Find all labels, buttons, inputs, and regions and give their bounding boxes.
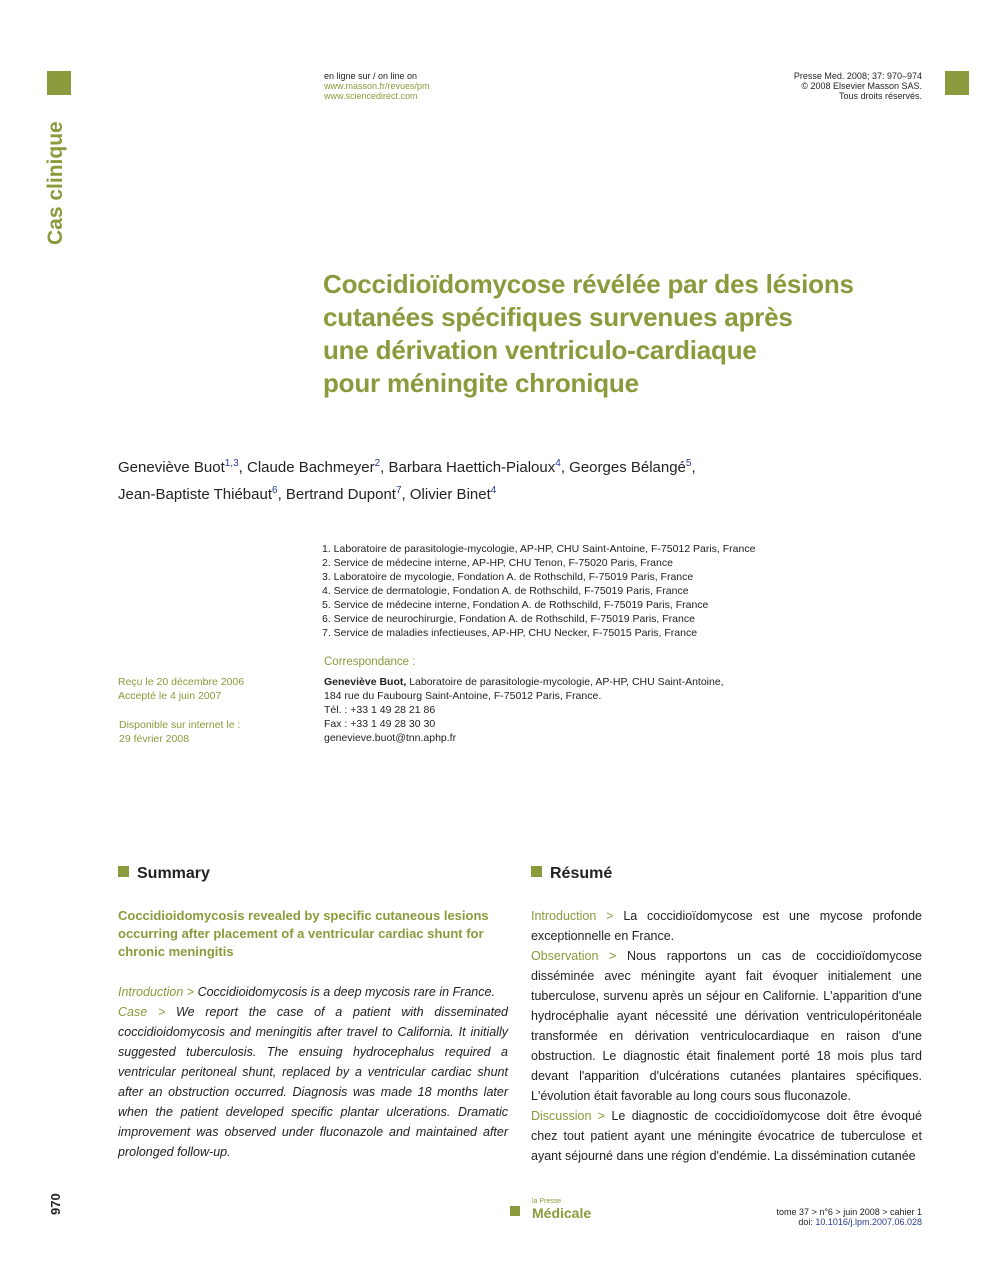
summary-case: We report the case of a patient with disseminated coccidioidomycosis and meningitis after travel to California. It initially suggested tuberculosis. The ensuing hydrocephalus required a ventricular peritoneal shunt, replaced by a ventricular cardiac shunt after an obstruction occurred. Diagnosis was made 18 months later when the patient developed specific plantar ulcerations. Dramatic improvement was observed under fluconazole and maintained after prolonged follow-up. <box>118 1005 508 1159</box>
author-name: Barbara Haettich-Pialoux <box>388 459 556 476</box>
title-line: Coccidioïdomycose révélée par des lésions <box>323 269 854 299</box>
author-name: Jean-Baptiste Thiébaut <box>118 486 272 503</box>
online-label: Disponible sur internet le : <box>119 719 241 731</box>
affiliation-item: 2. Service de médecine interne, AP-HP, CHU Tenon, F-75020 Paris, France <box>322 557 673 569</box>
online-dates <box>119 718 240 746</box>
affiliation-item: 6. Service de neurochirurgie, Fondation A. de Rothschild, F-75019 Paris, France <box>322 613 695 625</box>
received-date: Reçu le 20 décembre 2006 <box>118 676 245 688</box>
correspondence-block <box>324 675 724 745</box>
affiliation-item: 5. Service de médecine interne, Fondation A. de Rothschild, F-75019 Paris, France <box>322 599 709 611</box>
resume-observation: Nous rapportons un cas de coccidioïdomycose disséminée avec méningite ayant fait évoquer initialement une tuberculose, survenu après un séjour en Californie. L'apparition d'une hydrocéphalie ayant nécessité une dérivation ventriculopéritonéale transformée en dérivation ventriculocardiaque en raison d'une obstruction. Le diagnostic était finalement porté 18 mois plus tard devant l'apparition d'ulcérations cutanées plantaires spécifiques. L'évolution était favorable au long cours sous fluconazole. <box>531 949 922 1103</box>
issue-info <box>777 1207 922 1227</box>
journal-logo <box>510 1198 591 1220</box>
copyright: © 2008 Elsevier Masson SAS. <box>801 81 922 91</box>
article-title <box>323 268 923 400</box>
resume-intro: La coccidioïdomycose est une mycose profonde exceptionnelle en France. <box>531 909 922 943</box>
correspondence-label: Correspondance : <box>324 656 416 668</box>
correspondence-phone: Tél. : +33 1 49 28 21 86 <box>324 704 436 716</box>
summary-intro: Coccidioidomycosis is a deep mycosis rare in France. <box>197 985 495 999</box>
correspondence-email[interactable]: genevieve.buot@tnn.aphp.fr <box>324 732 457 744</box>
english-title: Coccidioidomycosis revealed by specific cutaneous lesions occurring after placement of a ventricular cardiac shunt for chronic meningitis <box>118 908 489 959</box>
article-dates <box>118 675 244 703</box>
corner-square-right <box>945 71 969 95</box>
title-line: pour méningite chronique <box>323 368 639 398</box>
online-link-sciencedirect[interactable]: www.sciencedirect.com <box>324 91 418 101</box>
affiliation-item: 3. Laboratoire de mycologie, Fondation A. de Rothschild, F-75019 Paris, France <box>322 571 694 583</box>
resume-heading <box>531 865 612 883</box>
author-name: Claude Bachmeyer <box>247 459 375 476</box>
resume-observation-keyword: Observation > <box>531 949 617 963</box>
author-name: Georges Bélangé <box>569 459 686 476</box>
title-line: cutanées spécifiques survenues après <box>323 302 793 332</box>
heading-square-icon <box>118 866 129 877</box>
correspondence-name: Geneviève Buot, <box>324 676 407 688</box>
issue-text: tome 37 > n°6 > juin 2008 > cahier 1 <box>776 1207 922 1217</box>
online-label: en ligne sur / on line on <box>324 71 418 81</box>
online-link-masson[interactable]: www.masson.fr/revues/pm <box>324 81 430 91</box>
correspondence-line: Laboratoire de parasitologie-mycologie, AP-HP, CHU Saint-Antoine, <box>409 676 724 688</box>
resume-discussion: Le diagnostic de coccidioïdomycose doit être évoqué chez tout patient ayant une méningite évocatrice de tuberculose et ayant séjourné dans une région d'endémie. La dissémination cutanée <box>531 1109 922 1163</box>
affiliation-item: 4. Service de dermatologie, Fondation A. de Rothschild, F-75019 Paris, France <box>322 585 689 597</box>
affiliation-list <box>322 542 755 640</box>
online-date: 29 février 2008 <box>119 733 190 745</box>
summary-case-keyword: Case > <box>118 1005 166 1019</box>
doi-link[interactable]: 10.1016/j.lpm.2007.06.028 <box>815 1217 922 1227</box>
publication-info <box>794 71 922 101</box>
corner-square-left <box>47 71 71 95</box>
affiliation-item: 1. Laboratoire de parasitologie-mycologie, AP-HP, CHU Saint-Antoine, F-75012 Paris, France <box>322 543 756 555</box>
resume-intro-keyword: Introduction > <box>531 909 614 923</box>
summary-heading-label: Summary <box>137 865 210 882</box>
correspondence-line: 184 rue du Faubourg Saint-Antoine, F-75012 Paris, France. <box>324 690 602 702</box>
author-affil-ref[interactable]: 5 <box>685 458 692 469</box>
accepted-date: Accepté le 4 juin 2007 <box>118 690 222 702</box>
logo-top-text: la Presse <box>532 1198 562 1205</box>
affiliation-item: 7. Service de maladies infectieuses, AP-HP, CHU Necker, F-75015 Paris, France <box>322 627 698 639</box>
resume-text <box>531 906 922 1166</box>
summary-intro-keyword: Introduction > <box>118 985 195 999</box>
author-name: Geneviève Buot <box>118 459 225 476</box>
online-info <box>324 71 430 101</box>
author-name: Olivier Binet <box>409 486 491 503</box>
summary-text <box>118 982 508 1162</box>
author-list: Geneviève Buot$^{1,3}$, Claude Bachmeyer$^2$, Barbara Haettich-Pialoux$^4$, Georges Bélangé$^5$, Jean-Baptiste Thiébaut$^6$, Bertrand Dupont$^7$, Olivier Binet$^4$ <box>118 458 696 503</box>
logo-square-icon <box>510 1206 520 1216</box>
section-label: Cas clinique <box>44 121 67 245</box>
heading-square-icon <box>531 866 542 877</box>
rights: Tous droits réservés. <box>838 91 922 101</box>
author-affil-ref[interactable]: 4 <box>490 485 497 496</box>
author-name: Bertrand Dupont <box>285 486 396 503</box>
author-affil-ref[interactable]: 2 <box>374 458 381 469</box>
title-line: une dérivation ventriculo-cardiaque <box>323 335 757 365</box>
author-affil-ref[interactable]: 7 <box>395 485 402 496</box>
doi-label: doi: <box>798 1217 813 1227</box>
logo-main-text: Médicale <box>532 1205 592 1221</box>
journal-reference: Presse Med. 2008; 37: 970–974 <box>793 71 922 81</box>
author-affil-ref[interactable]: 1,3 <box>224 458 239 469</box>
page-number: 970 <box>48 1193 63 1215</box>
correspondence-fax: Fax : +33 1 49 28 30 30 <box>324 718 436 730</box>
author-affil-ref[interactable]: 6 <box>272 485 278 496</box>
author-affil-ref[interactable]: 4 <box>555 458 561 469</box>
resume-heading-label: Résumé <box>550 865 613 882</box>
resume-discussion-keyword: Discussion > <box>531 1109 606 1123</box>
summary-heading <box>118 865 210 883</box>
